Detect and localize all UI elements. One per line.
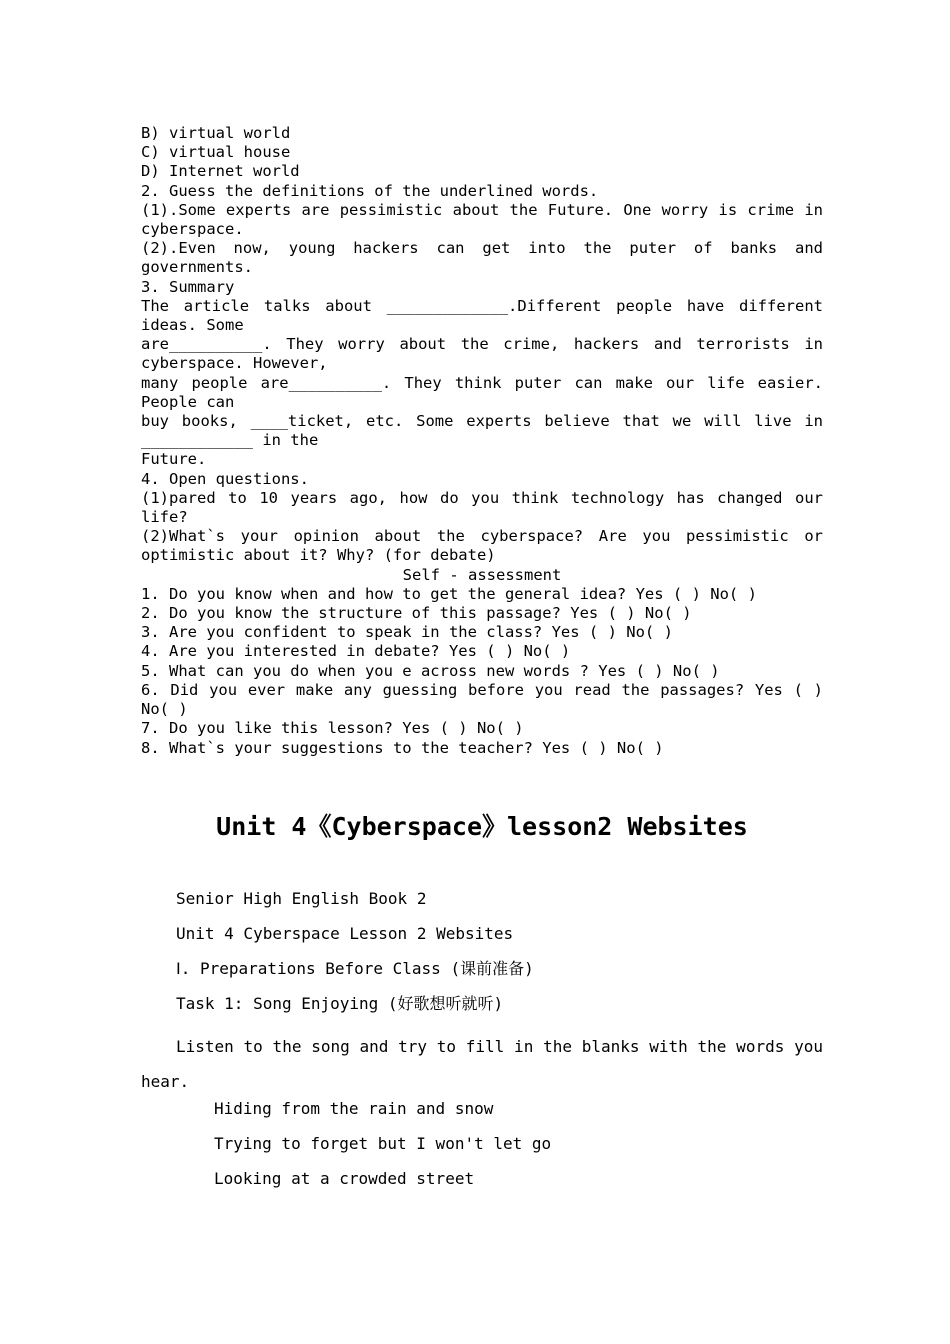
question-3-title: 3. Summary [141, 277, 235, 296]
self-assessment-item-1: 1. Do you know when and how to get the general idea? Yes ( ) No( ) [141, 584, 757, 603]
section-title: Ⅰ. Preparations Before Class (课前准备) [176, 959, 534, 978]
summary-line-1: The article talks about _____________.Different people have different ideas. Some [141, 296, 823, 335]
option-c: C) virtual house [141, 143, 291, 162]
part-a-options [141, 124, 823, 758]
question-4-item-1: (1)pared to 10 years ago, how do you think technology has changed our life? [141, 488, 823, 527]
lyric-line-3: Looking at a crowded street [214, 1169, 475, 1188]
lyric-line-2: Trying to forget but I won't let go [214, 1134, 552, 1153]
lyric-line-1: Hiding from the rain and snow [214, 1099, 494, 1118]
instruction-text: Listen to the song and try to fill in the blanks with the words you hear. [141, 1037, 823, 1091]
self-assessment-item-8: 8. What`s your suggestions to the teacher? Yes ( ) No( ) [141, 738, 664, 757]
self-assessment-item-6: 6. Did you ever make any guessing before you read the passages? Yes ( ) No( ) [141, 680, 823, 719]
unit-lesson-title: Unit 4 Cyberspace Lesson 2 Websites [176, 924, 514, 943]
summary-line-4: buy books, ____ticket, etc. Some experts believe that we will live in ____________ in the [141, 412, 823, 450]
summary-line-3: many people are__________. They think puter can make our life easier. People can [141, 373, 823, 411]
option-b: B) virtual world [141, 124, 291, 142]
option-d: D) Internet world [141, 162, 300, 181]
summary-line-5: Future. [141, 450, 207, 469]
self-assessment-title: Self - assessment [402, 565, 562, 584]
task-title: Task 1: Song Enjoying (好歌想听就听) [176, 994, 504, 1013]
summary-line-2: are__________. They worry about the crime, hackers and terrorists in cyberspace. However, [141, 335, 823, 373]
self-assessment-item-7: 7. Do you like this lesson? Yes ( ) No( ) [141, 719, 524, 738]
self-assessment-item-4: 4. Are you interested in debate? Yes ( ) No( ) [141, 642, 571, 661]
self-assessment-item-3: 3. Are you confident to speak in the class? Yes ( ) No( ) [141, 623, 673, 642]
unit-heading: Unit 4《Cyberspace》lesson2 Websites [216, 812, 748, 841]
question-2-item-2: (2).Even now, young hackers can get into the puter of banks and governments. [141, 239, 823, 277]
question-4-title: 4. Open questions. [141, 469, 309, 488]
question-2-item-1: (1).Some experts are pessimistic about the Future. One worry is crime in cyberspace. [141, 200, 823, 239]
book-title: Senior High English Book 2 [176, 889, 427, 908]
self-assessment-item-5: 5. What can you do when you e across new words ? Yes ( ) No( ) [141, 661, 720, 680]
question-2-title: 2. Guess the definitions of the underlined words. [141, 181, 599, 200]
self-assessment-item-2: 2. Do you know the structure of this passage? Yes ( ) No( ) [141, 604, 692, 623]
question-4-item-2: (2)What`s your opinion about the cyberspace? Are you pessimistic or optimistic about it? Why? (for debate) [141, 527, 823, 565]
